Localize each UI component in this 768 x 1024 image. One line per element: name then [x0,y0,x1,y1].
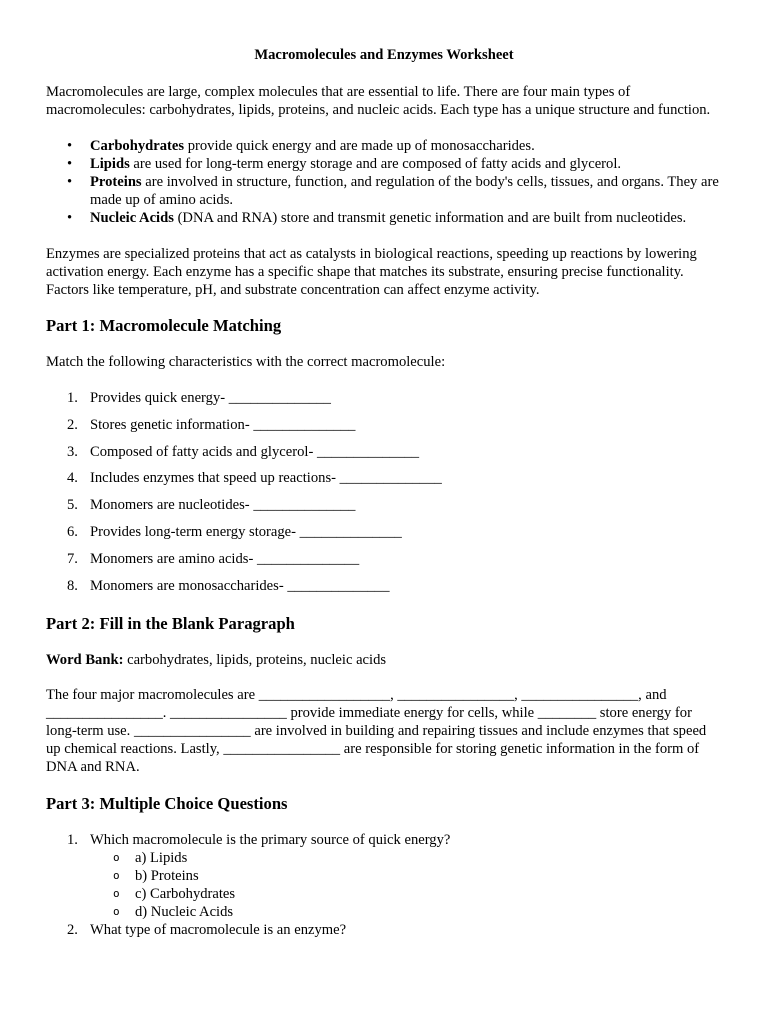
matching-item [46,443,722,461]
item-text: Provides quick energy- ______________ [90,390,331,406]
item-text: Composed of fatty acids and glycerol- ______________ [90,443,420,460]
bullet-icon: • [67,138,73,154]
item-text: Includes enzymes that speed up reactions- ______________ [90,470,442,487]
term: Lipids [90,156,130,172]
word-bank-label: Word Bank: [46,651,124,668]
option-item [90,903,722,921]
word-bank-words: carbohydrates, lipids, proteins, nucleic acids [123,651,387,668]
item-number: 4. [67,470,78,487]
item-number: 5. [67,497,78,514]
option-text: d) Nucleic Acids [135,903,234,920]
enzymes-paragraph: Enzymes are specialized proteins that act as catalysts in biological reactions, speeding up reactions by lowering activation energy. Each enzyme has a specific shape that matches its substrate, ensuring precise functionality. Factors like temperature, pH, and substrate concentration can affect enzyme activity. [46,246,697,298]
question-item [46,831,722,921]
item-number: 8. [67,577,78,594]
part1-instruction: Match the following characteristics with the correct macromolecule: [46,354,446,370]
option-text: b) Proteins [135,867,199,884]
question-text: What type of macromolecule is an enzyme? [90,921,347,938]
fill-in-blank-paragraph: The four major macromolecules are __________________, ________________, ________________, and ________________. ________________ provide immediate energy for cells, while ________ store energy for long-term use. ________________ are involved in building and repairing tissues and include enzymes that speed up chemical reactions. Lastly, ________________ are responsible for storing genetic information in the form of DNA and RNA. [46,686,707,775]
term-description: provide quick energy and are made up of monosaccharides. [184,138,535,154]
term-description: are used for long-term energy storage and are composed of fatty acids and glycerol. [129,156,622,172]
option-text: c) Carbohydrates [135,885,236,902]
question-number: 2. [67,921,78,938]
item-text: Monomers are nucleotides- ______________ [90,497,356,514]
question-number: 1. [67,831,78,848]
part2-heading: Part 2: Fill in the Blank Paragraph [46,613,295,633]
part1-heading: Part 1: Macromolecule Matching [46,316,282,335]
bullet-icon: • [67,156,73,172]
item-number: 7. [67,550,78,567]
list-item-proteins [46,173,722,209]
intro-paragraph: Macromolecules are large, complex molecules that are essential to life. There are four main types of macromolecules: carbohydrates, lipids, proteins, and nucleic acids. Each type has a unique structure and function. [46,84,711,118]
word-bank [46,651,722,669]
item-number: 3. [67,443,78,460]
circle-bullet-icon: o [113,886,120,900]
option-item [90,849,722,867]
multiple-choice-list [46,831,722,939]
item-number: 1. [67,390,78,406]
part3-heading: Part 3: Multiple Choice Questions [46,793,288,813]
matching-item [46,550,722,568]
page-title: Macromolecules and Enzymes Worksheet [254,47,514,63]
list-item-lipids [46,155,722,173]
option-item [90,867,722,885]
matching-list [46,389,722,595]
matching-item [46,389,722,407]
bullet-icon: • [67,174,73,190]
matching-item [46,416,722,434]
option-text: a) Lipids [135,849,188,866]
matching-item [46,469,722,487]
circle-bullet-icon: o [113,904,120,918]
item-text: Monomers are monosaccharides- ______________ [90,577,390,594]
term: Carbohydrates [90,138,185,154]
option-item [90,885,722,903]
item-text: Monomers are amino acids- ______________ [90,550,360,567]
term: Proteins [90,174,142,190]
term: Nucleic Acids [90,210,174,226]
macromolecule-list [46,137,722,227]
item-text: Provides long-term energy storage- ______________ [90,523,402,540]
matching-item [46,523,722,541]
question-item [46,921,722,939]
question-text: Which macromolecule is the primary source of quick energy? [90,831,451,848]
term-description: are involved in structure, function, and regulation of the body's cells, tissues, and organs. They are made up of amino acids. [90,174,719,208]
matching-item [46,496,722,514]
list-item-nucleic-acids [46,209,722,227]
circle-bullet-icon: o [113,850,120,864]
term-description: (DNA and RNA) store and transmit genetic information and are built from nucleotides. [173,210,687,226]
item-number: 6. [67,523,78,540]
matching-item [46,577,722,595]
bullet-icon: • [67,210,73,226]
list-item-carbohydrates [46,137,722,155]
option-list [90,849,722,921]
item-number: 2. [67,416,78,433]
item-text: Stores genetic information- ______________ [90,416,356,433]
circle-bullet-icon: o [113,868,120,882]
